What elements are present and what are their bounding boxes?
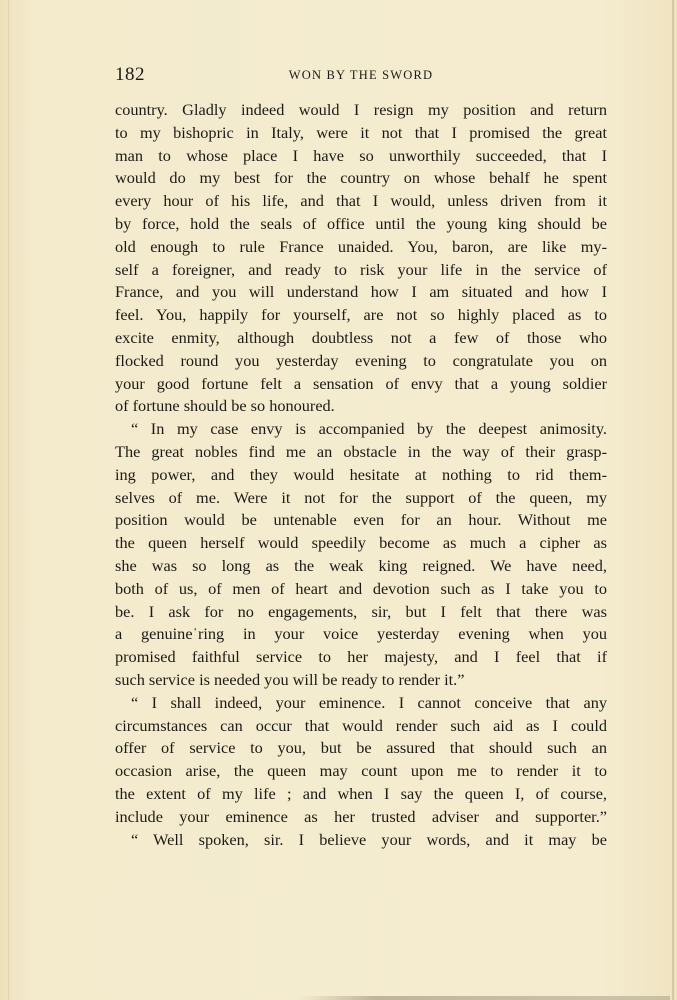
text-line: position would be untenable even for an hour. Without me [115,510,607,530]
text-line: to my bishopric in Italy, were it not that I promised the great [115,122,607,142]
text-line: both of us, of men of heart and devotion such as I take you to [115,578,607,598]
text-line: circumstances can occur that would render such aid as I could [115,715,607,735]
running-head: WON BY THE SWORD [288,68,434,82]
text-line: man to whose place I have so unworthily succeeded, that I [115,145,607,165]
text-line: such service is needed you will be ready to render it.” [115,669,465,689]
text-line: of fortune should be so honoured. [115,396,335,416]
text-line: selves of me. Were it not for the support of the queen, my [115,487,607,507]
body-text [115,99,607,851]
text-line: The great nobles find me an obstacle in the way of their grasp- [115,441,607,461]
text-line: offer of service to you, but be assured that should such an [115,738,607,758]
text-line: occasion arise, the queen may count upon me to render it to [115,761,607,781]
text-line: promised faithful service to her majesty, and I feel that if [115,647,607,667]
text-line: “ Well spoken, sir. I believe your words, and it may be [131,829,607,849]
text-line: a genuineˈring in your voice yesterday evening when you [115,624,607,644]
text-line: excite enmity, although doubtless not a few of those who [115,327,607,347]
text-line: “ I shall indeed, your eminence. I cannot conceive that any [131,692,607,712]
text-line: feel. You, happily for yourself, are not so highly placed as to [115,305,607,325]
text-line: include your eminence as her trusted adviser and supporter.” [115,806,607,826]
text-line: flocked round you yesterday evening to congratulate you on [115,350,607,370]
text-line: self a foreigner, and ready to risk your life in the service of [115,259,607,279]
text-line: every hour of his life, and that I would, unless driven from it [115,191,607,211]
text-line: your good fortune felt a sensation of envy that a young soldier [115,373,607,393]
text-line: by force, hold the seals of office until the young king should be [115,213,607,233]
page-bottom-shadow [300,996,670,1000]
text-line: France, and you will understand how I am situated and how I [115,282,607,302]
text-line: would do my best for the country on whose behalf he spent [115,168,607,188]
text-line: ing power, and they would hesitate at nothing to rid them- [115,464,607,484]
gutter-line [8,0,9,1000]
text-line: the queen herself would speedily become as much a cipher as [115,533,607,553]
page-number: 182 [115,64,145,85]
text-line: the extent of my life ; and when I say the queen I, of course, [115,783,607,803]
text-line: old enough to rule France unaided. You, baron, are like my- [115,236,607,256]
page-edge [672,0,674,1000]
text-line: she was so long as the weak king reigned. We have need, [115,555,607,575]
page-header [115,64,607,88]
text-line: “ In my case envy is accompanied by the deepest animosity. [131,419,607,439]
text-line: country. Gladly indeed would I resign my position and return [115,100,607,119]
text-line: be. I ask for no engagements, sir, but I felt that there was [115,601,607,621]
